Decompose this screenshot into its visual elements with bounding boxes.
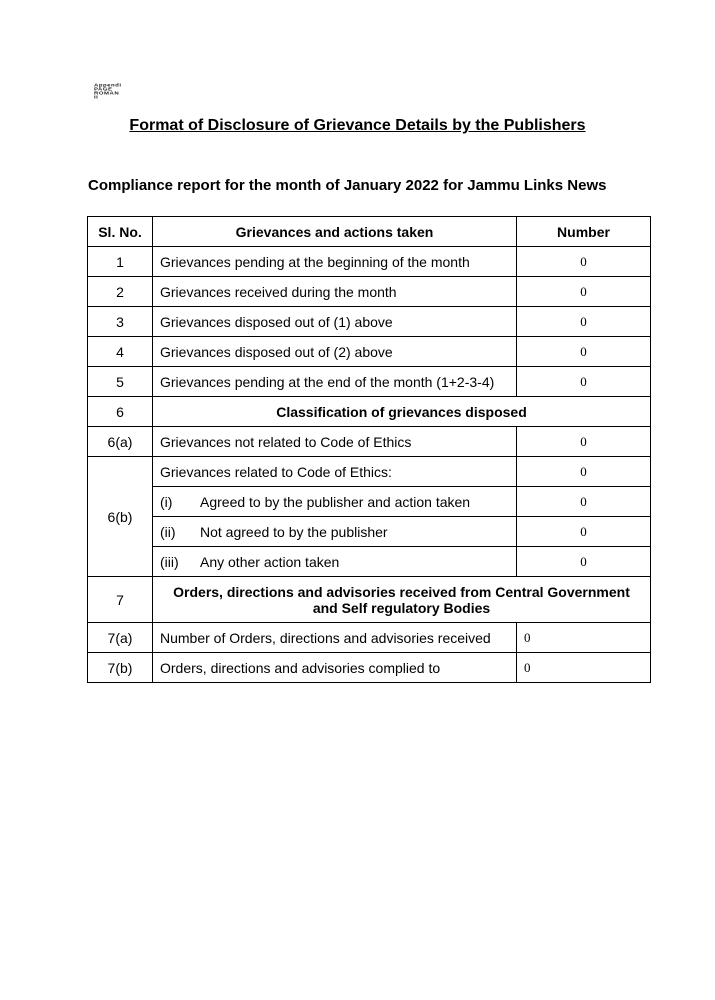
subrow-desc (153, 547, 517, 577)
row-desc: Grievances disposed out of (1) above (153, 307, 517, 337)
roman-numeral: (ii) (160, 523, 176, 540)
header-sl-no: Sl. No. (88, 217, 153, 247)
table-section-row (88, 577, 651, 623)
report-subtitle: Compliance report for the month of January 2022 for Jammu Links News (88, 177, 607, 194)
roman-numeral: (i) (160, 493, 173, 510)
subrow-text: Agreed to by the publisher and action taken (200, 493, 471, 510)
page-title: Format of Disclosure of Grievance Details by the Publishers (129, 117, 586, 134)
subrow-desc (153, 517, 517, 547)
table-section-row (88, 397, 651, 427)
table-row (88, 307, 651, 337)
row-number: 0 (517, 517, 651, 547)
row-desc: Grievances pending at the beginning of the month (153, 247, 517, 277)
row-sl: 5 (88, 367, 153, 397)
table-subrow (88, 547, 651, 577)
row-number: 0 (517, 247, 651, 277)
table-subrow (88, 487, 651, 517)
row-number: 0 (517, 427, 651, 457)
table-row (88, 427, 651, 457)
row-desc: Grievances disposed out of (2) above (153, 337, 517, 367)
subrow-text: Any other action taken (200, 553, 340, 570)
table-row (88, 653, 651, 683)
row-desc: Grievances not related to Code of Ethics (153, 427, 517, 457)
row-number: 0 (517, 653, 651, 683)
row-number: 0 (517, 367, 651, 397)
row-sl: 6(b) (88, 457, 153, 577)
row-desc: Number of Orders, directions and advisories received (153, 623, 517, 653)
grievance-table (87, 216, 651, 683)
row-sl: 6(a) (88, 427, 153, 457)
table-row (88, 247, 651, 277)
row-desc: Grievances pending at the end of the month (1+2-3-4) (153, 367, 517, 397)
roman-numeral: (iii) (160, 553, 179, 570)
row-desc: Orders, directions and advisories complied to (153, 653, 517, 683)
section-heading: Classification of grievances disposed (153, 397, 651, 427)
row-sl: 2 (88, 277, 153, 307)
row-sl: 7(a) (88, 623, 153, 653)
subrow-text: Not agreed to by the publisher (200, 523, 388, 540)
table-row (88, 457, 651, 487)
table-header-row (88, 217, 651, 247)
row-number: 0 (517, 337, 651, 367)
row-sl: 3 (88, 307, 153, 337)
row-number: 0 (517, 457, 651, 487)
row-sl: 4 (88, 337, 153, 367)
subrow-desc (153, 487, 517, 517)
header-grievances: Grievances and actions taken (153, 217, 517, 247)
table-row (88, 337, 651, 367)
row-sl: 7(b) (88, 653, 153, 683)
table-row (88, 367, 651, 397)
row-desc: Grievances related to Code of Ethics: (153, 457, 517, 487)
header-number: Number (517, 217, 651, 247)
row-number: 0 (517, 277, 651, 307)
row-number: 0 (517, 623, 651, 653)
row-sl: 6 (88, 397, 153, 427)
row-desc: Grievances received during the month (153, 277, 517, 307)
row-sl: 1 (88, 247, 153, 277)
row-number: 0 (517, 487, 651, 517)
row-number: 0 (517, 547, 651, 577)
table-subrow (88, 517, 651, 547)
table-row (88, 623, 651, 653)
section-heading: Orders, directions and advisories received from Central Government and Self regulatory Bodies (153, 577, 651, 623)
row-sl: 7 (88, 577, 153, 623)
row-number: 0 (517, 307, 651, 337)
table-row (88, 277, 651, 307)
page-stamp: Appendi PAGE ROMAN II (94, 83, 122, 100)
